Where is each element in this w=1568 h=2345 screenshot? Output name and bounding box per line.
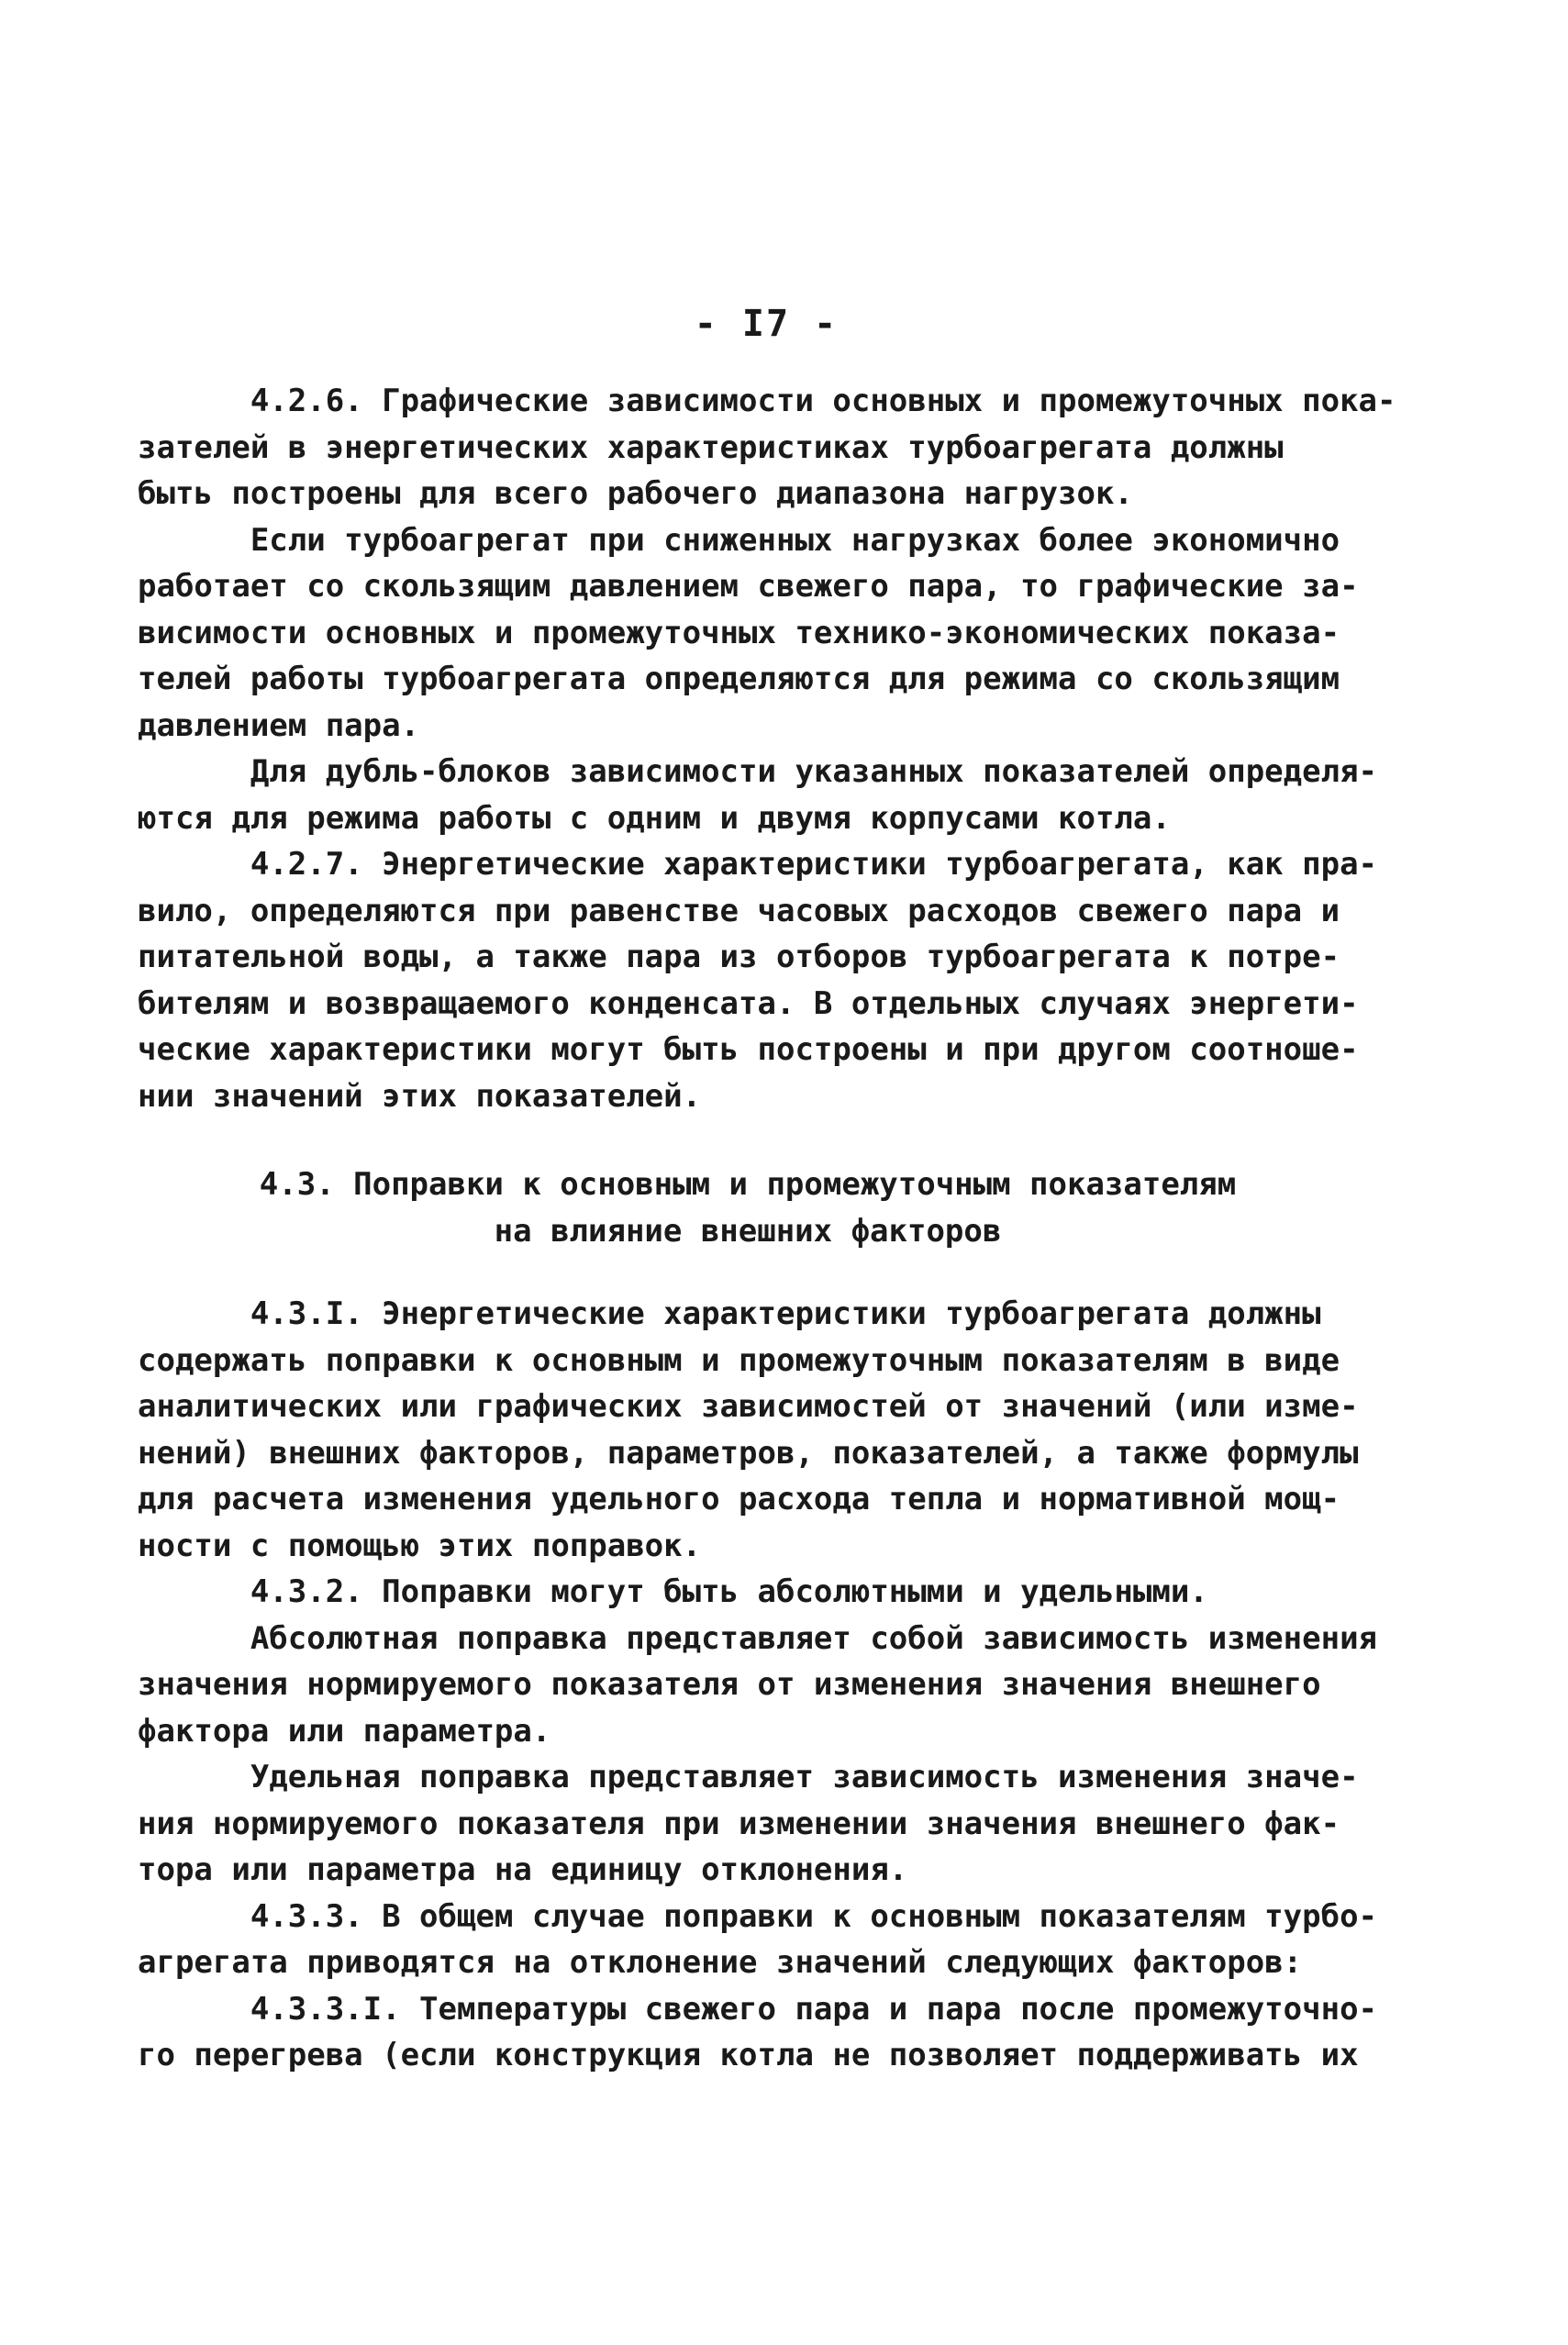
- text-line: нии значений этих показателей.: [138, 1077, 702, 1115]
- document-page: [138, 303, 1396, 2079]
- text-line: аналитических или графических зависимостей от значений (или изме-: [138, 1388, 1359, 1425]
- paragraphs-block-1: [138, 378, 1396, 1119]
- text-line: содержать поправки к основным и промежуточным показателям в виде: [138, 1341, 1340, 1379]
- text-line: го перегрева (если конструкция котла не позволяет поддерживать их: [138, 2037, 1359, 2073]
- text-line: Абсолютная поправка представляет собой зависимость изменения: [138, 1619, 1378, 1657]
- text-line: тора или параметра на единицу отклонения.: [138, 1851, 908, 1888]
- paragraph-sliding-pressure: [138, 517, 1358, 750]
- page-number: - I7 -: [694, 303, 839, 345]
- text-line: 4.3.I. Энергетические характеристики турбоагрегата должны: [138, 1295, 1321, 1332]
- text-line: значения нормируемого показателя от изменения значения внешнего: [138, 1666, 1321, 1703]
- text-line: ности с помощью этих поправок.: [138, 1527, 702, 1564]
- paragraph-4-3-1: [138, 1291, 1358, 1569]
- text-line: зателей в энергетических характеристиках турбоагрегата должны: [138, 428, 1284, 466]
- paragraph-4-3-3: [138, 1894, 1378, 1986]
- text-line: 4.3.3. В общем случае поправки к основным показателям турбо-: [138, 1897, 1378, 1935]
- text-line: 4.3.3.I. Температуры свежего пара и пара после промежуточно-: [138, 1990, 1378, 2028]
- text-line: 4.2.6. Графические зависимости основных и промежуточных пока-: [138, 383, 1396, 419]
- paragraph-4-3-2: [138, 1569, 1358, 1616]
- heading-line: 4.3. Поправки к основным и промежуточным показателям: [259, 1166, 1237, 1203]
- text-line: ческие характеристики могут быть построены и при другом соотноше-: [138, 1031, 1359, 1068]
- text-line: бителям и возвращаемого конденсата. В отдельных случаях энергети-: [138, 984, 1359, 1022]
- text-line: ния нормируемого показателя при изменении значения внешнего фак-: [138, 1805, 1340, 1842]
- text-line: агрегата приводятся на отклонение значений следующих факторов:: [138, 1944, 1303, 1981]
- text-line: Если турбоагрегат при сниженных нагрузках более экономично: [138, 521, 1340, 559]
- paragraph-specific-correction: [138, 1754, 1358, 1894]
- text-line: для расчета изменения удельного расхода тепла и нормативной мощ-: [138, 1481, 1340, 1517]
- paragraphs-block-2: [138, 1291, 1378, 2079]
- text-line: 4.3.2. Поправки могут быть абсолютными и удельными.: [138, 1573, 1208, 1610]
- paragraph-4-2-6: [138, 378, 1396, 517]
- text-line: питательной воды, а также пара из отборов турбоагрегата к потре-: [138, 939, 1340, 975]
- paragraph-absolute-correction: [138, 1616, 1378, 1755]
- text-line: быть построены для всего рабочего диапазона нагрузок.: [138, 475, 1133, 512]
- text-line: работает со скользящим давлением свежего пара, то графические за-: [138, 568, 1359, 605]
- text-line: нений) внешних факторов, параметров, показателей, а также формулы: [138, 1434, 1359, 1472]
- heading-line: на влияние внешних факторов: [494, 1212, 1002, 1250]
- text-line: телей работы турбоагрегата определяются для режима со скользящим: [138, 661, 1340, 697]
- text-line: Для дубль-блоков зависимости указанных показателей определя-: [138, 753, 1378, 790]
- paragraph-4-2-7: [138, 841, 1378, 1119]
- text-line: давлением пара.: [138, 706, 420, 744]
- section-heading-4-3: [138, 1161, 1358, 1254]
- text-line: 4.2.7. Энергетические характеристики турбоагрегата, как пра-: [138, 846, 1378, 883]
- text-line: ются для режима работы с одним и двумя корпусами котла.: [138, 799, 1171, 837]
- paragraph-double-blocks: [138, 749, 1378, 841]
- text-line: фактора или параметра.: [138, 1712, 551, 1750]
- text-line: Удельная поправка представляет зависимость изменения значе-: [138, 1759, 1359, 1795]
- text-line: висимости основных и промежуточных технико-экономических показа-: [138, 614, 1340, 651]
- paragraph-4-3-3-1: [138, 1986, 1378, 2079]
- text-line: вило, определяются при равенстве часовых расходов свежего пара и: [138, 892, 1340, 929]
